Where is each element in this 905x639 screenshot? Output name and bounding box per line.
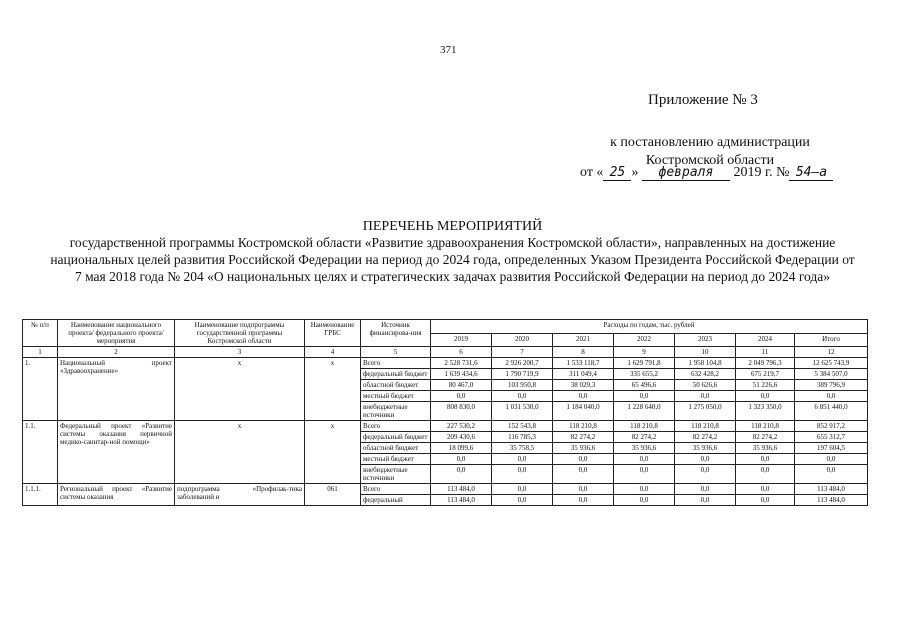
funding-source: местный бюджет	[361, 454, 431, 465]
item-name: Национальный проект «Здравоохранение»	[58, 358, 175, 421]
header-source: Источник финансирова-ния	[361, 320, 431, 347]
expense-value: 0,0	[675, 391, 736, 402]
measures-table	[22, 319, 868, 506]
expense-value: 5 384 507,0	[795, 369, 868, 380]
column-number: 9	[614, 347, 675, 358]
expense-value: 1 323 350,0	[736, 402, 795, 421]
item-name: Федеральный проект «Развитие системы оказания первичной медико-санитар-ной помощи»	[58, 421, 175, 484]
header-row	[23, 320, 868, 334]
column-numbers-row	[23, 347, 868, 358]
expense-value: 118 210,8	[614, 421, 675, 432]
expense-value: 0,0	[795, 454, 868, 465]
column-number: 4	[305, 347, 361, 358]
expense-value: 113 484,0	[795, 484, 868, 495]
expense-value: 2 926 200,7	[492, 358, 553, 369]
expense-value: 118 210,8	[675, 421, 736, 432]
expense-value: 1 228 640,0	[614, 402, 675, 421]
date-prefix: от «	[580, 165, 604, 180]
table-row	[23, 358, 868, 369]
column-number: 12	[795, 347, 868, 358]
expense-value: 113 484,0	[431, 495, 492, 506]
column-number: 6	[431, 347, 492, 358]
expense-value: 0,0	[553, 454, 614, 465]
expense-value: 82 274,2	[736, 432, 795, 443]
expense-value: 38 029,3	[553, 380, 614, 391]
funding-source: Всего	[361, 358, 431, 369]
expense-value: 2 049 796,3	[736, 358, 795, 369]
table-row	[23, 421, 868, 432]
expense-value: 0,0	[795, 391, 868, 402]
expense-value: 0,0	[675, 454, 736, 465]
expense-value: 1 958 104,8	[675, 358, 736, 369]
decree-line-2: Костромской области	[645, 153, 775, 168]
expense-value: 0,0	[736, 454, 795, 465]
header-year: 2023	[675, 333, 736, 347]
item-subprogram: х	[175, 421, 305, 484]
header-year: 2020	[492, 333, 553, 347]
funding-source: федеральный	[361, 495, 431, 506]
expense-value: 0,0	[614, 495, 675, 506]
funding-source: федеральный бюджет	[361, 432, 431, 443]
funding-source: Всего	[361, 421, 431, 432]
date-day: 25	[603, 165, 631, 181]
expense-value: 1 031 530,0	[492, 402, 553, 421]
expense-value: 632 428,2	[675, 369, 736, 380]
expense-value: 1 639 434,6	[431, 369, 492, 380]
funding-source: внебюджетные источники	[361, 465, 431, 484]
item-subprogram: подпрограмма «Профилак-тика заболеваний и	[175, 484, 305, 506]
expense-value: 80 467,0	[431, 380, 492, 391]
expense-value: 852 917,2	[795, 421, 868, 432]
expense-value: 335 655,2	[614, 369, 675, 380]
column-number: 8	[553, 347, 614, 358]
item-grbs: х	[305, 358, 361, 421]
expense-value: 655 312,7	[795, 432, 868, 443]
expense-value: 0,0	[675, 465, 736, 484]
expense-value: 35 936,6	[675, 443, 736, 454]
expense-value: 209 430,6	[431, 432, 492, 443]
expense-value: 2 528 731,6	[431, 358, 492, 369]
column-number: 2	[58, 347, 175, 358]
expense-value: 1 275 050,0	[675, 402, 736, 421]
document-title: ПЕРЕЧЕНЬ МЕРОПРИЯТИЙ	[362, 219, 543, 234]
expense-value: 197 604,5	[795, 443, 868, 454]
expense-value: 0,0	[492, 495, 553, 506]
expense-value: 0,0	[614, 465, 675, 484]
expense-value: 35 936,6	[736, 443, 795, 454]
expense-value: 6 851 440,0	[795, 402, 868, 421]
expense-value: 116 785,3	[492, 432, 553, 443]
header-grbs: Наименование ГРБС	[305, 320, 361, 347]
expense-value: 0,0	[431, 391, 492, 402]
expense-value: 82 274,2	[675, 432, 736, 443]
expense-value: 389 796,9	[795, 380, 868, 391]
expense-value: 35 936,6	[614, 443, 675, 454]
expense-value: 0,0	[492, 484, 553, 495]
expense-value: 18 099,6	[431, 443, 492, 454]
expense-value: 0,0	[553, 391, 614, 402]
expense-value: 35 936,6	[553, 443, 614, 454]
table-row	[23, 484, 868, 495]
expense-value: 0,0	[614, 391, 675, 402]
decree-number: 54–а	[789, 165, 833, 181]
header-year: 2019	[431, 333, 492, 347]
expense-value: 0,0	[675, 484, 736, 495]
header-expenses: Расходы по годам, тыс. рублей	[431, 320, 868, 334]
expense-value: 311 049,4	[553, 369, 614, 380]
expense-value: 35 758,5	[492, 443, 553, 454]
item-grbs: 061	[305, 484, 361, 506]
expense-value: 82 274,2	[553, 432, 614, 443]
expense-value: 1 533 118,7	[553, 358, 614, 369]
expense-value: 113 484,0	[795, 495, 868, 506]
funding-source: внебюджетные источники	[361, 402, 431, 421]
column-number: 1	[23, 347, 58, 358]
expense-value: 0,0	[675, 495, 736, 506]
expense-value: 1 184 040,0	[553, 402, 614, 421]
expense-value: 0,0	[736, 391, 795, 402]
column-number: 10	[675, 347, 736, 358]
column-number: 7	[492, 347, 553, 358]
header-year: 2021	[553, 333, 614, 347]
expense-value: 675 219,7	[736, 369, 795, 380]
expense-value: 118 210,8	[553, 421, 614, 432]
expense-value: 82 274,2	[614, 432, 675, 443]
expense-value: 1 790 719,9	[492, 369, 553, 380]
expense-value: 0,0	[553, 495, 614, 506]
decree-date	[580, 165, 833, 181]
item-number: 1.	[23, 358, 58, 421]
funding-source: областной бюджет	[361, 380, 431, 391]
header-year: Итого	[795, 333, 868, 347]
expense-value: 0,0	[431, 454, 492, 465]
funding-source: федеральный бюджет	[361, 369, 431, 380]
item-subprogram: х	[175, 358, 305, 421]
expense-value: 0,0	[614, 484, 675, 495]
expense-value: 808 830,0	[431, 402, 492, 421]
item-name: Региональный проект «Развитие системы оказания	[58, 484, 175, 506]
expense-value: 0,0	[553, 484, 614, 495]
page-number: 371	[440, 44, 457, 56]
date-year: 2019 г. №	[733, 165, 790, 180]
appendix-label: Приложение № 3	[648, 92, 758, 108]
header-national-project: Наименование национального проекта/ федерального проекта/ мероприятия	[58, 320, 175, 347]
expense-value: 0,0	[736, 495, 795, 506]
expense-value: 65 496,6	[614, 380, 675, 391]
header-subprogram: Наименование подпрограммы государственной программы Костромской области	[175, 320, 305, 347]
expense-value: 1 629 791,8	[614, 358, 675, 369]
expense-value: 152 543,8	[492, 421, 553, 432]
expense-value: 0,0	[614, 454, 675, 465]
expense-value: 118 210,8	[736, 421, 795, 432]
column-number: 5	[361, 347, 431, 358]
expense-value: 0,0	[431, 465, 492, 484]
item-number: 1.1.1.	[23, 484, 58, 506]
funding-source: местный бюджет	[361, 391, 431, 402]
expense-value: 113 484,0	[431, 484, 492, 495]
item-grbs: х	[305, 421, 361, 484]
expense-value: 0,0	[492, 465, 553, 484]
document-subtitle: государственной программы Костромской области «Развитие здравоохранения Костромской области», направленных на достижение национальных целей развития Российской Федерации на период до 2024 года, определенных Указом Президента Российской Федерации от 7 мая 2018 года № 204 «О национальных целях и стратегических задачах развития Российской Федерации на период до 2024 года»	[50, 235, 855, 284]
column-number: 3	[175, 347, 305, 358]
expense-value: 51 226,6	[736, 380, 795, 391]
header-num: № п/п	[23, 320, 58, 347]
expense-value: 227 530,2	[431, 421, 492, 432]
expense-value: 0,0	[736, 484, 795, 495]
header-year: 2022	[614, 333, 675, 347]
expense-value: 0,0	[736, 465, 795, 484]
expense-value: 0,0	[795, 465, 868, 484]
funding-source: областной бюджет	[361, 443, 431, 454]
expense-value: 0,0	[492, 454, 553, 465]
decree-line-1: к постановлению администрации	[610, 135, 810, 150]
date-month: февраля	[642, 165, 730, 181]
expense-value: 50 626,6	[675, 380, 736, 391]
date-mid: »	[631, 165, 639, 180]
expense-value: 0,0	[553, 465, 614, 484]
expense-value: 0,0	[492, 391, 553, 402]
header-year: 2024	[736, 333, 795, 347]
expense-value: 12 625 743,9	[795, 358, 868, 369]
item-number: 1.1.	[23, 421, 58, 484]
funding-source: Всего	[361, 484, 431, 495]
column-number: 11	[736, 347, 795, 358]
expense-value: 103 950,8	[492, 380, 553, 391]
